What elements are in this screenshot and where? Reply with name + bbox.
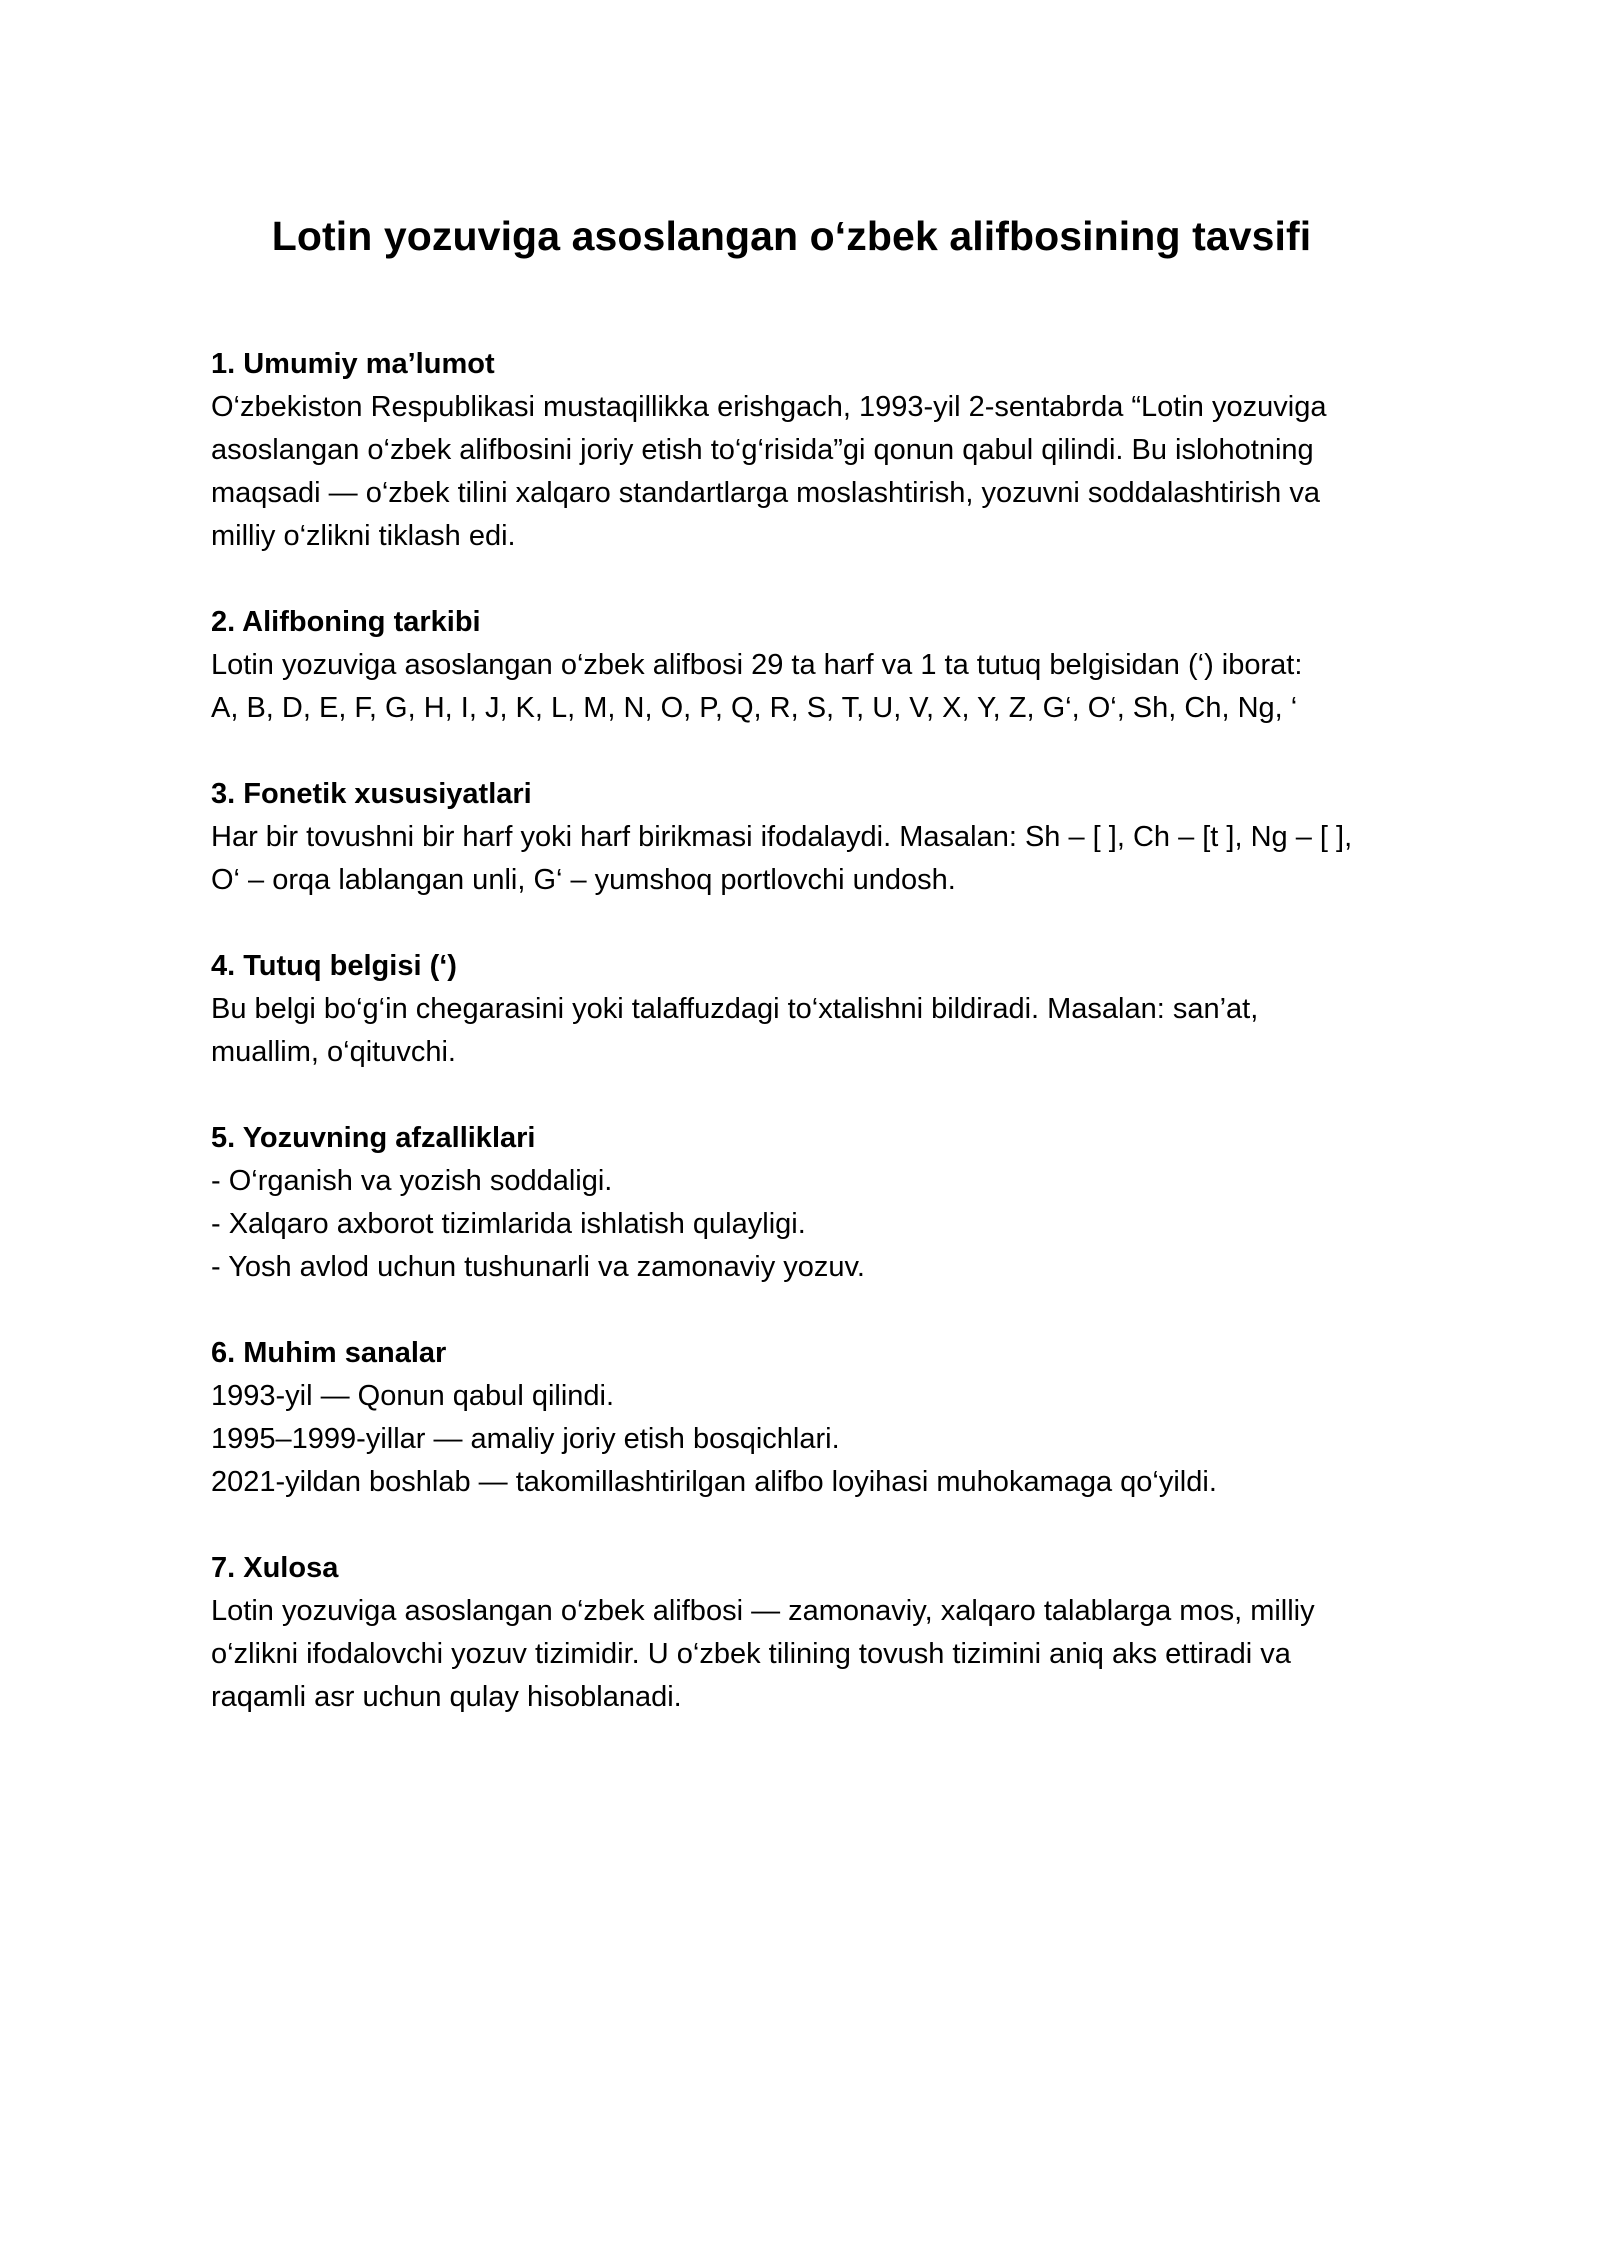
- section-important-dates: [211, 1332, 1372, 1504]
- section-line: Lotin yozuviga asoslangan o‘zbek alifbosi 29 ta harf va 1 ta tutuq belgisidan (‘) iborat:: [211, 649, 1303, 681]
- alphabet-letters-line: A, B, D, E, F, G, H, I, J, K, L, M, N, O, P, Q, R, S, T, U, V, X, Y, Z, G‘, O‘, Sh, Ch, Ng, ‘: [211, 692, 1298, 724]
- section-alphabet-composition: [211, 601, 1372, 730]
- list-item: - Yosh avlod uchun tushunarli va zamonaviy yozuv.: [211, 1251, 865, 1283]
- section-paragraph: Bu belgi bo‘g‘in chegarasini yoki talaffuzdagi to‘xtalishni bildiradi. Masalan: san’at, muallim, o‘qituvchi.: [211, 993, 1259, 1068]
- section-advantages: [211, 1117, 1372, 1289]
- section-heading: 1. Umumiy ma’lumot: [211, 348, 495, 380]
- section-general-info: [211, 343, 1372, 558]
- list-item: - Xalqaro axborot tizimlarida ishlatish qulayligi.: [211, 1208, 806, 1240]
- section-heading: 4. Tutuq belgisi (‘): [211, 950, 457, 982]
- date-entry: 1995–1999-yillar — amaliy joriy etish bosqichlari.: [211, 1423, 840, 1455]
- section-heading: 5. Yozuvning afzalliklari: [211, 1122, 536, 1154]
- section-heading: 6. Muhim sanalar: [211, 1337, 447, 1369]
- section-paragraph: O‘zbekiston Respublikasi mustaqillikka erishgach, 1993-yil 2-sentabrda “Lotin yozuviga asoslangan o‘zbek alifbosini joriy etish to‘g‘risida”gi qonun qabul qilindi. Bu islohotning maqsadi — o‘zbek tilini xalqaro standartlarga moslashtirish, yozuvni soddalashtirish va milliy o‘zlikni tiklash edi.: [211, 391, 1327, 552]
- date-entry: 1993-yil — Qonun qabul qilindi.: [211, 1380, 615, 1412]
- section-apostrophe-sign: [211, 945, 1372, 1074]
- section-paragraph: Lotin yozuviga asoslangan o‘zbek alifbosi — zamonaviy, xalqaro talablarga mos, milliy o‘zlikni ifodalovchi yozuv tizimidir. U o‘zbek tilining tovush tizimini aniq aks ettiradi va raqamli asr uchun qulay hisoblanadi.: [211, 1595, 1315, 1713]
- section-phonetic-features: [211, 773, 1372, 902]
- section-paragraph: Har bir tovushni bir harf yoki harf birikmasi ifodalaydi. Masalan: Sh – [ ], Ch – [t ], Ng – [ ], O‘ – orqa lablangan unli, G‘ – yumshoq portlovchi undosh.: [211, 821, 1353, 896]
- page-title: Lotin yozuviga asoslangan o‘zbek alifbosining tavsifi: [271, 213, 1312, 259]
- date-entry: 2021-yildan boshlab — takomillashtirilgan alifbo loyihasi muhokamaga qo‘yildi.: [211, 1466, 1217, 1498]
- document-body: [211, 343, 1372, 1719]
- section-heading: 7. Xulosa: [211, 1552, 339, 1584]
- section-conclusion: [211, 1547, 1372, 1719]
- list-item: - O‘rganish va yozish soddaligi.: [211, 1165, 613, 1197]
- section-heading: 2. Alifboning tarkibi: [211, 606, 481, 638]
- section-heading: 3. Fonetik xususiyatlari: [211, 778, 532, 810]
